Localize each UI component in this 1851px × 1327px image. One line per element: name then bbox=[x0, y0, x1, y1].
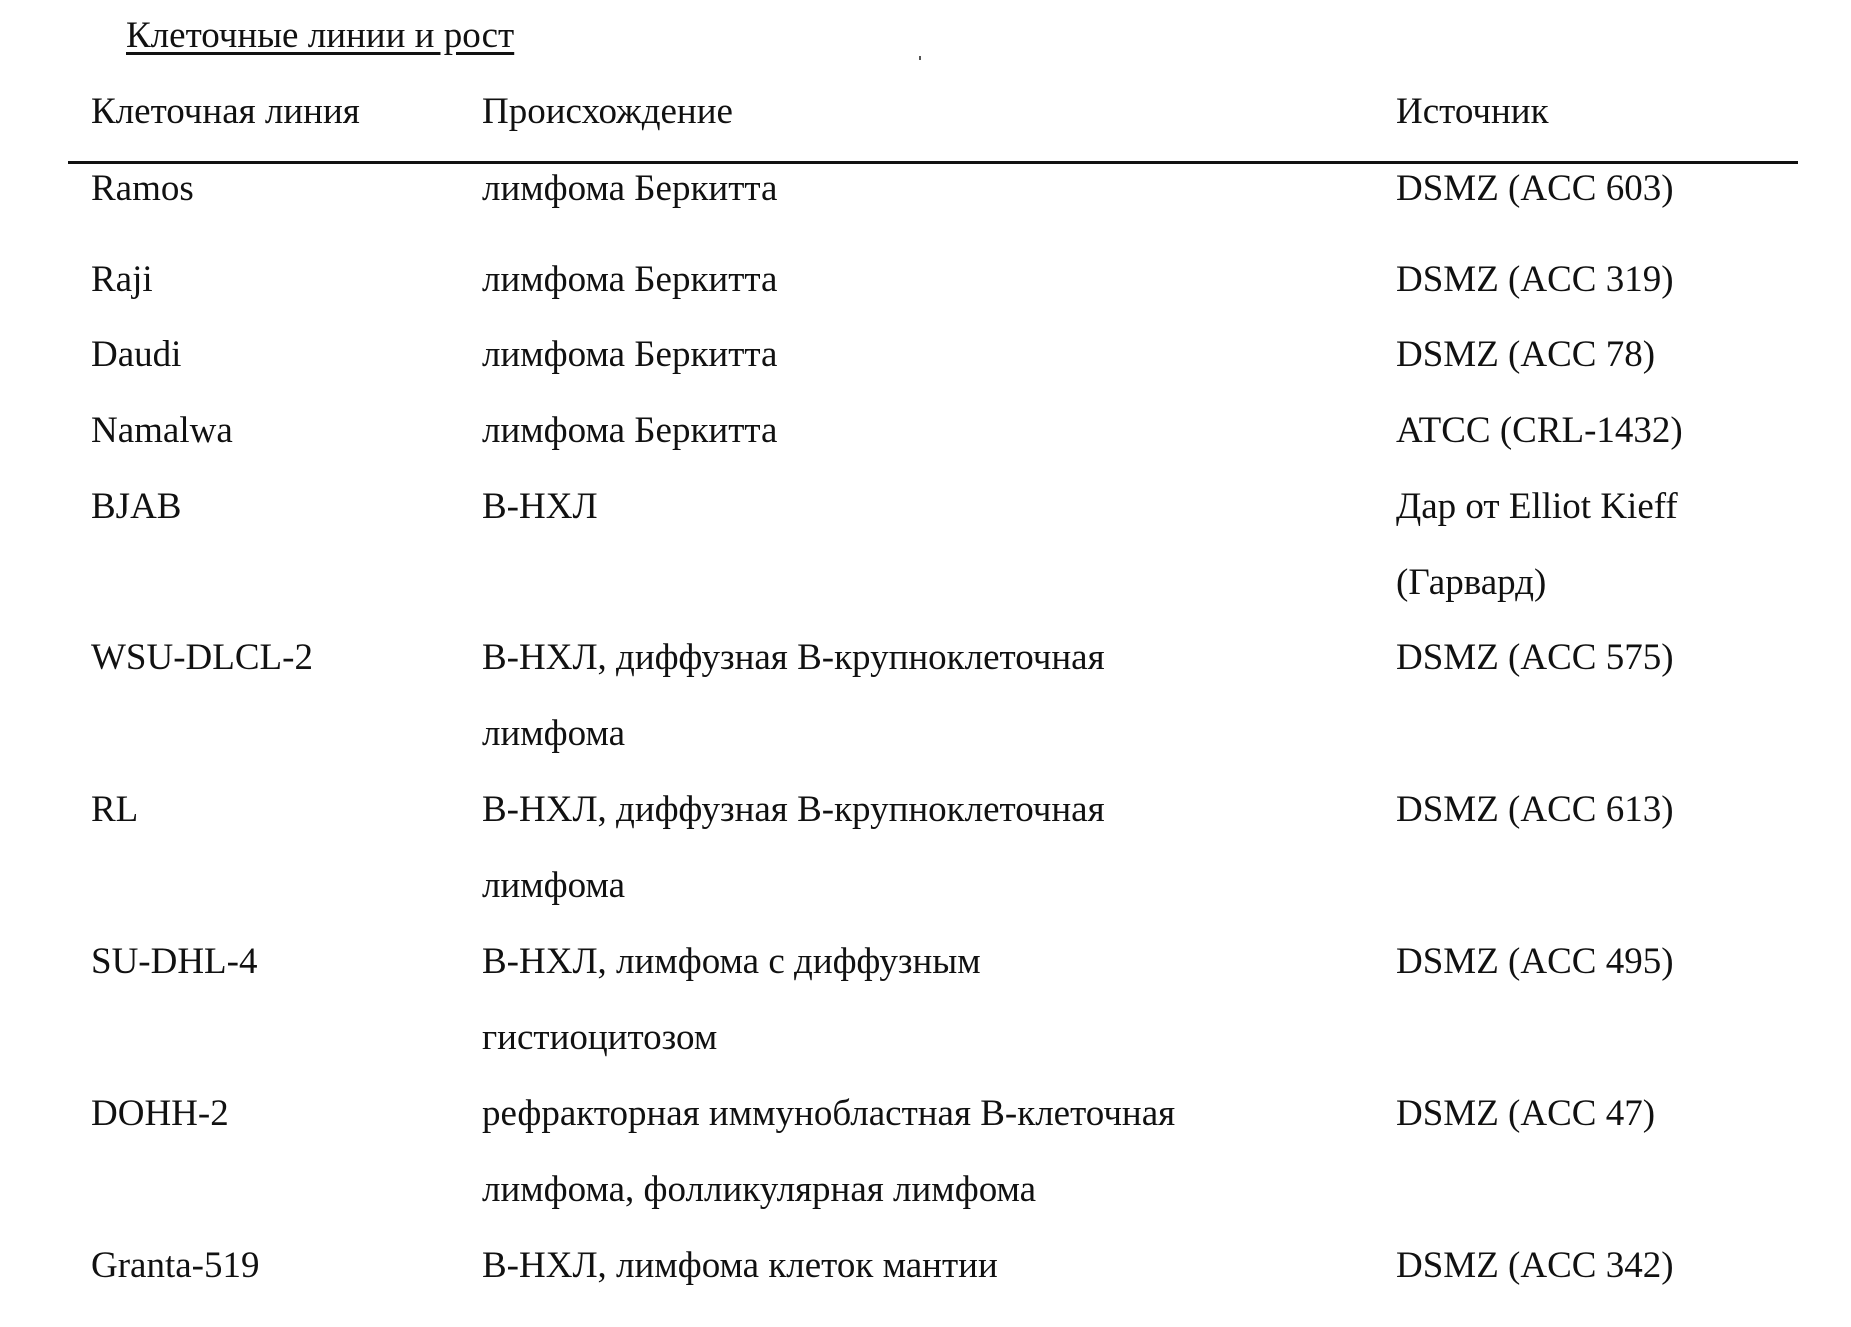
header-rule bbox=[68, 161, 1798, 164]
cell-origin: B-НХЛ, лимфома с диффузным bbox=[482, 940, 981, 984]
cell-line-name: BJAB bbox=[91, 485, 181, 529]
cell-source: DSMZ (ACC 613) bbox=[1396, 788, 1674, 832]
cell-origin: лимфома bbox=[482, 712, 625, 756]
cell-origin: B-НХЛ, диффузная B-крупноклеточная bbox=[482, 636, 1105, 680]
cell-source: Дар от Elliot Kieff bbox=[1396, 485, 1678, 529]
cell-origin: лимфома Беркитта bbox=[482, 258, 777, 302]
cell-line-name: SU-DHL-4 bbox=[91, 940, 257, 984]
cell-origin: гистиоцитозом bbox=[482, 1016, 717, 1060]
cell-line-name: Namalwa bbox=[91, 409, 233, 453]
cell-line-name: DOHH-2 bbox=[91, 1092, 229, 1136]
cell-line-name: Daudi bbox=[91, 333, 181, 377]
cell-line-name: RL bbox=[91, 788, 138, 832]
cell-line-name: Ramos bbox=[91, 167, 194, 211]
cell-source: DSMZ (ACC 78) bbox=[1396, 333, 1655, 377]
cell-source: DSMZ (ACC 319) bbox=[1396, 258, 1674, 302]
scan-speck bbox=[919, 56, 921, 60]
cell-origin: B-НХЛ, лимфома клеток мантии bbox=[482, 1244, 998, 1288]
cell-source: DSMZ (ACC 47) bbox=[1396, 1092, 1655, 1136]
cell-source: ATCC (CRL-1432) bbox=[1396, 409, 1683, 453]
header-source: Источник bbox=[1396, 90, 1549, 134]
cell-line-name: WSU-DLCL-2 bbox=[91, 636, 313, 680]
cell-line-name: Raji bbox=[91, 258, 153, 302]
cell-origin: лимфома Беркитта bbox=[482, 333, 777, 377]
cell-line-name: Granta-519 bbox=[91, 1244, 260, 1288]
header-origin: Происхождение bbox=[482, 90, 733, 134]
cell-origin: лимфома, фолликулярная лимфома bbox=[482, 1168, 1036, 1212]
cell-source: DSMZ (ACC 603) bbox=[1396, 167, 1674, 211]
cell-source: DSMZ (ACC 575) bbox=[1396, 636, 1674, 680]
cell-origin: лимфома bbox=[482, 864, 625, 908]
cell-origin: B-НХЛ, диффузная B-крупноклеточная bbox=[482, 788, 1105, 832]
cell-source: DSMZ (ACC 495) bbox=[1396, 940, 1674, 984]
header-cell-line: Клеточная линия bbox=[91, 90, 360, 134]
cell-source: DSMZ (ACC 342) bbox=[1396, 1244, 1674, 1288]
cell-origin: рефракторная иммунобластная B-клеточная bbox=[482, 1092, 1175, 1136]
cell-source: (Гарвард) bbox=[1396, 561, 1546, 605]
cell-origin: лимфома Беркитта bbox=[482, 409, 777, 453]
cell-origin: лимфома Беркитта bbox=[482, 167, 777, 211]
cell-origin: B-НХЛ bbox=[482, 485, 598, 529]
table-title: Клеточные линии и рост bbox=[126, 14, 514, 58]
